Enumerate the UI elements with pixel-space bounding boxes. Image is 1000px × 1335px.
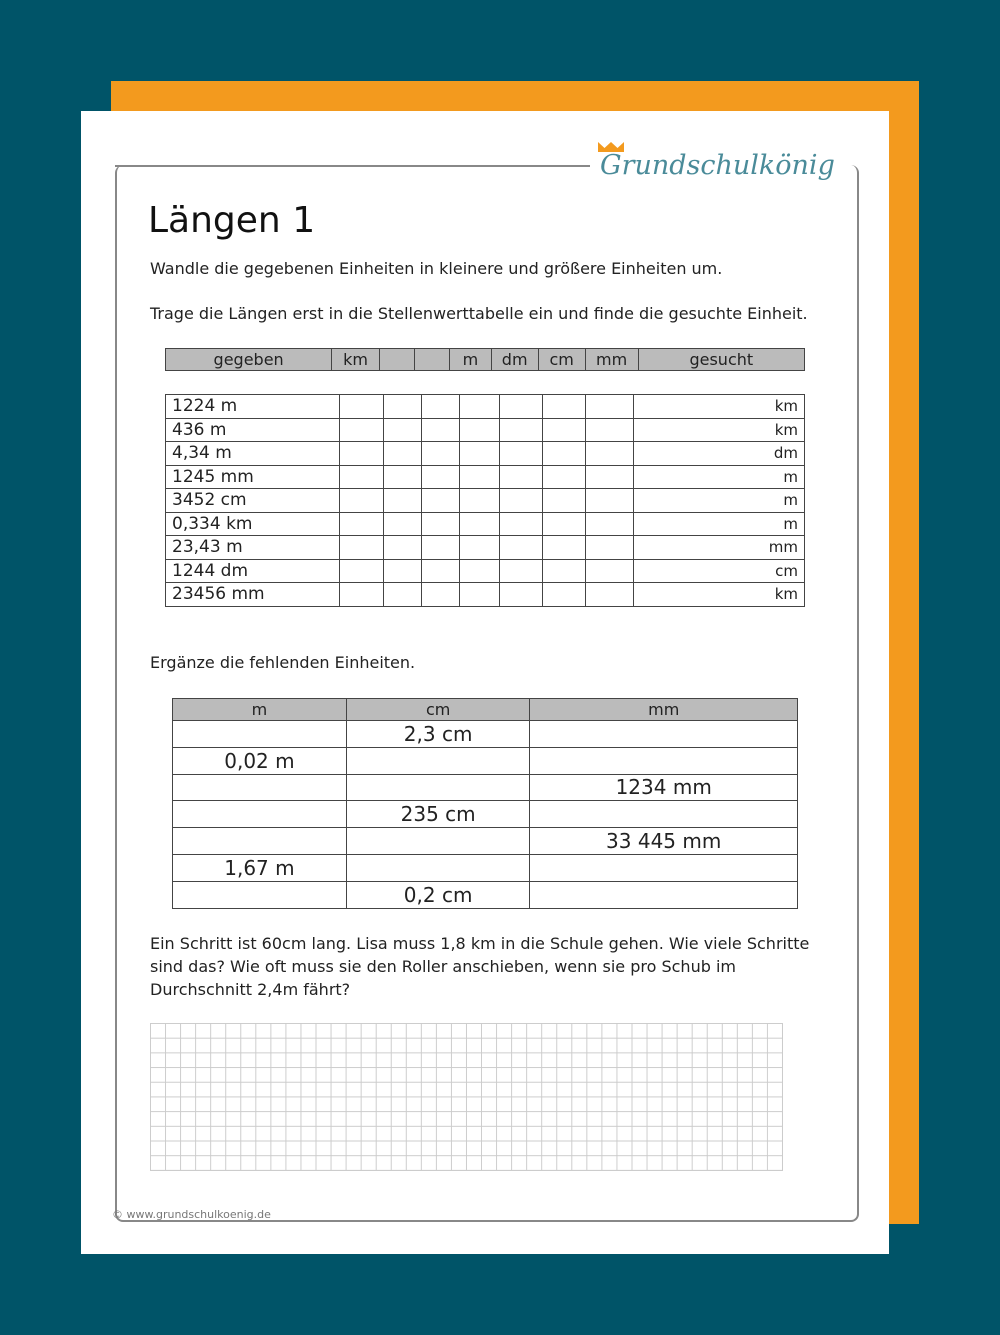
target-unit: cm xyxy=(633,559,804,583)
given-value: 1234 mm xyxy=(530,774,798,801)
given-value: 235 cm xyxy=(346,801,530,828)
target-unit: m xyxy=(633,512,804,536)
column-header: mm xyxy=(530,699,798,721)
place-value-cell[interactable] xyxy=(585,583,633,607)
place-value-cell[interactable] xyxy=(585,418,633,442)
target-unit: mm xyxy=(633,536,804,560)
place-value-cell[interactable] xyxy=(340,512,384,536)
place-value-cell[interactable] xyxy=(543,512,586,536)
place-value-cell[interactable] xyxy=(543,465,586,489)
answer-cell[interactable] xyxy=(530,854,798,881)
place-value-cell[interactable] xyxy=(422,418,460,442)
place-value-cell[interactable] xyxy=(340,442,384,466)
place-value-cell[interactable] xyxy=(422,465,460,489)
column-header: km xyxy=(332,349,380,371)
table-row xyxy=(173,774,798,801)
answer-cell[interactable] xyxy=(173,801,347,828)
table-row xyxy=(166,559,805,583)
column-header: gegeben xyxy=(166,349,332,371)
given-value: 0,2 cm xyxy=(346,881,530,908)
table-row xyxy=(166,583,805,607)
table-row xyxy=(166,536,805,560)
place-value-cell[interactable] xyxy=(340,418,384,442)
target-unit: km xyxy=(633,395,804,419)
given-value: 3452 cm xyxy=(166,489,340,513)
conversion-table xyxy=(172,698,798,909)
logo: Grundschulkönig xyxy=(600,150,835,181)
column-header xyxy=(379,349,414,371)
column-header: m xyxy=(450,349,491,371)
answer-cell[interactable] xyxy=(346,774,530,801)
given-value: 1,67 m xyxy=(173,854,347,881)
place-value-cell[interactable] xyxy=(543,442,586,466)
table-row xyxy=(173,881,798,908)
given-value: 0,334 km xyxy=(166,512,340,536)
place-value-cell[interactable] xyxy=(422,559,460,583)
place-value-cell[interactable] xyxy=(543,559,586,583)
given-value: 1244 dm xyxy=(166,559,340,583)
place-value-cell[interactable] xyxy=(460,418,500,442)
place-value-cell[interactable] xyxy=(383,536,421,560)
place-value-cell[interactable] xyxy=(500,418,543,442)
given-value: 23456 mm xyxy=(166,583,340,607)
place-value-cell[interactable] xyxy=(460,559,500,583)
given-value: 436 m xyxy=(166,418,340,442)
place-value-header xyxy=(165,348,805,371)
place-value-cell[interactable] xyxy=(500,395,543,419)
place-value-cell[interactable] xyxy=(460,395,500,419)
answer-cell[interactable] xyxy=(173,721,347,748)
place-value-cell[interactable] xyxy=(500,442,543,466)
place-value-cell[interactable] xyxy=(460,583,500,607)
answer-cell[interactable] xyxy=(530,721,798,748)
table-row xyxy=(173,801,798,828)
answer-cell[interactable] xyxy=(346,828,530,855)
table-row xyxy=(166,489,805,513)
place-value-cell[interactable] xyxy=(340,489,384,513)
place-value-cell[interactable] xyxy=(585,559,633,583)
answer-cell[interactable] xyxy=(346,854,530,881)
table-row xyxy=(166,465,805,489)
column-header: gesucht xyxy=(638,349,804,371)
place-value-cell[interactable] xyxy=(500,465,543,489)
place-value-cell[interactable] xyxy=(383,489,421,513)
answer-cell[interactable] xyxy=(173,828,347,855)
place-value-cell[interactable] xyxy=(585,512,633,536)
place-value-cell[interactable] xyxy=(340,465,384,489)
place-value-cell[interactable] xyxy=(383,465,421,489)
column-header xyxy=(415,349,450,371)
place-value-cell[interactable] xyxy=(543,489,586,513)
place-value-cell[interactable] xyxy=(340,536,384,560)
answer-cell[interactable] xyxy=(530,801,798,828)
answer-cell[interactable] xyxy=(173,881,347,908)
place-value-cell[interactable] xyxy=(383,395,421,419)
place-value-cell[interactable] xyxy=(383,418,421,442)
target-unit: km xyxy=(633,583,804,607)
place-value-cell[interactable] xyxy=(460,536,500,560)
answer-cell[interactable] xyxy=(173,774,347,801)
place-value-cell[interactable] xyxy=(422,442,460,466)
place-value-cell[interactable] xyxy=(383,559,421,583)
place-value-cell[interactable] xyxy=(585,489,633,513)
given-value: 2,3 cm xyxy=(346,721,530,748)
place-value-cell[interactable] xyxy=(585,465,633,489)
target-unit: km xyxy=(633,418,804,442)
place-value-cell[interactable] xyxy=(340,559,384,583)
place-value-cell[interactable] xyxy=(422,395,460,419)
table-row xyxy=(173,828,798,855)
table-row xyxy=(166,395,805,419)
instruction-2: Trage die Längen erst in die Stellenwerttabelle ein und finde die gesuchte Einheit. xyxy=(150,304,808,323)
footer-url: © www.grundschulkoenig.de xyxy=(112,1208,271,1221)
place-value-cell[interactable] xyxy=(500,536,543,560)
column-header: cm xyxy=(346,699,530,721)
place-value-cell[interactable] xyxy=(383,442,421,466)
instruction-3: Ergänze die fehlenden Einheiten. xyxy=(150,653,416,672)
page-title: Längen 1 xyxy=(148,200,316,241)
column-header: cm xyxy=(538,349,585,371)
place-value-table xyxy=(165,394,805,607)
target-unit: dm xyxy=(633,442,804,466)
instruction-1: Wandle die gegebenen Einheiten in kleinere und größere Einheiten um. xyxy=(150,259,723,278)
place-value-cell[interactable] xyxy=(543,536,586,560)
table-row xyxy=(166,442,805,466)
place-value-cell[interactable] xyxy=(585,536,633,560)
place-value-cell[interactable] xyxy=(340,395,384,419)
place-value-cell[interactable] xyxy=(585,442,633,466)
place-value-cell[interactable] xyxy=(543,418,586,442)
place-value-cell[interactable] xyxy=(460,512,500,536)
word-problem: Ein Schritt ist 60cm lang. Lisa muss 1,8 km in die Schule gehen. Wie viele Schritte sind das? Wie oft muss sie den Roller anschieben, wenn sie pro Schub im Durchschnitt 2,4m fährt? xyxy=(150,934,810,999)
answer-grid[interactable] xyxy=(150,1023,783,1171)
table-row xyxy=(173,747,798,774)
place-value-cell[interactable] xyxy=(543,583,586,607)
answer-cell[interactable] xyxy=(530,747,798,774)
place-value-cell[interactable] xyxy=(500,559,543,583)
place-value-cell[interactable] xyxy=(585,395,633,419)
place-value-cell[interactable] xyxy=(460,465,500,489)
given-value: 33 445 mm xyxy=(530,828,798,855)
target-unit: m xyxy=(633,465,804,489)
given-value: 4,34 m xyxy=(166,442,340,466)
table-row xyxy=(173,721,798,748)
place-value-cell[interactable] xyxy=(340,583,384,607)
table-row xyxy=(166,418,805,442)
column-header: mm xyxy=(585,349,638,371)
place-value-cell[interactable] xyxy=(500,583,543,607)
place-value-cell[interactable] xyxy=(460,489,500,513)
given-value: 1224 m xyxy=(166,395,340,419)
answer-cell[interactable] xyxy=(346,747,530,774)
table-row xyxy=(173,854,798,881)
place-value-cell[interactable] xyxy=(500,512,543,536)
given-value: 23,43 m xyxy=(166,536,340,560)
place-value-cell[interactable] xyxy=(383,512,421,536)
column-header: m xyxy=(173,699,347,721)
table-row xyxy=(166,512,805,536)
place-value-cell[interactable] xyxy=(383,583,421,607)
place-value-cell[interactable] xyxy=(422,536,460,560)
column-header: dm xyxy=(491,349,538,371)
given-value: 1245 mm xyxy=(166,465,340,489)
place-value-cell[interactable] xyxy=(422,512,460,536)
place-value-cell[interactable] xyxy=(422,583,460,607)
place-value-cell[interactable] xyxy=(543,395,586,419)
place-value-cell[interactable] xyxy=(500,489,543,513)
place-value-cell[interactable] xyxy=(460,442,500,466)
given-value: 0,02 m xyxy=(173,747,347,774)
target-unit: m xyxy=(633,489,804,513)
answer-cell[interactable] xyxy=(530,881,798,908)
frame-top-line xyxy=(115,165,590,167)
place-value-cell[interactable] xyxy=(422,489,460,513)
